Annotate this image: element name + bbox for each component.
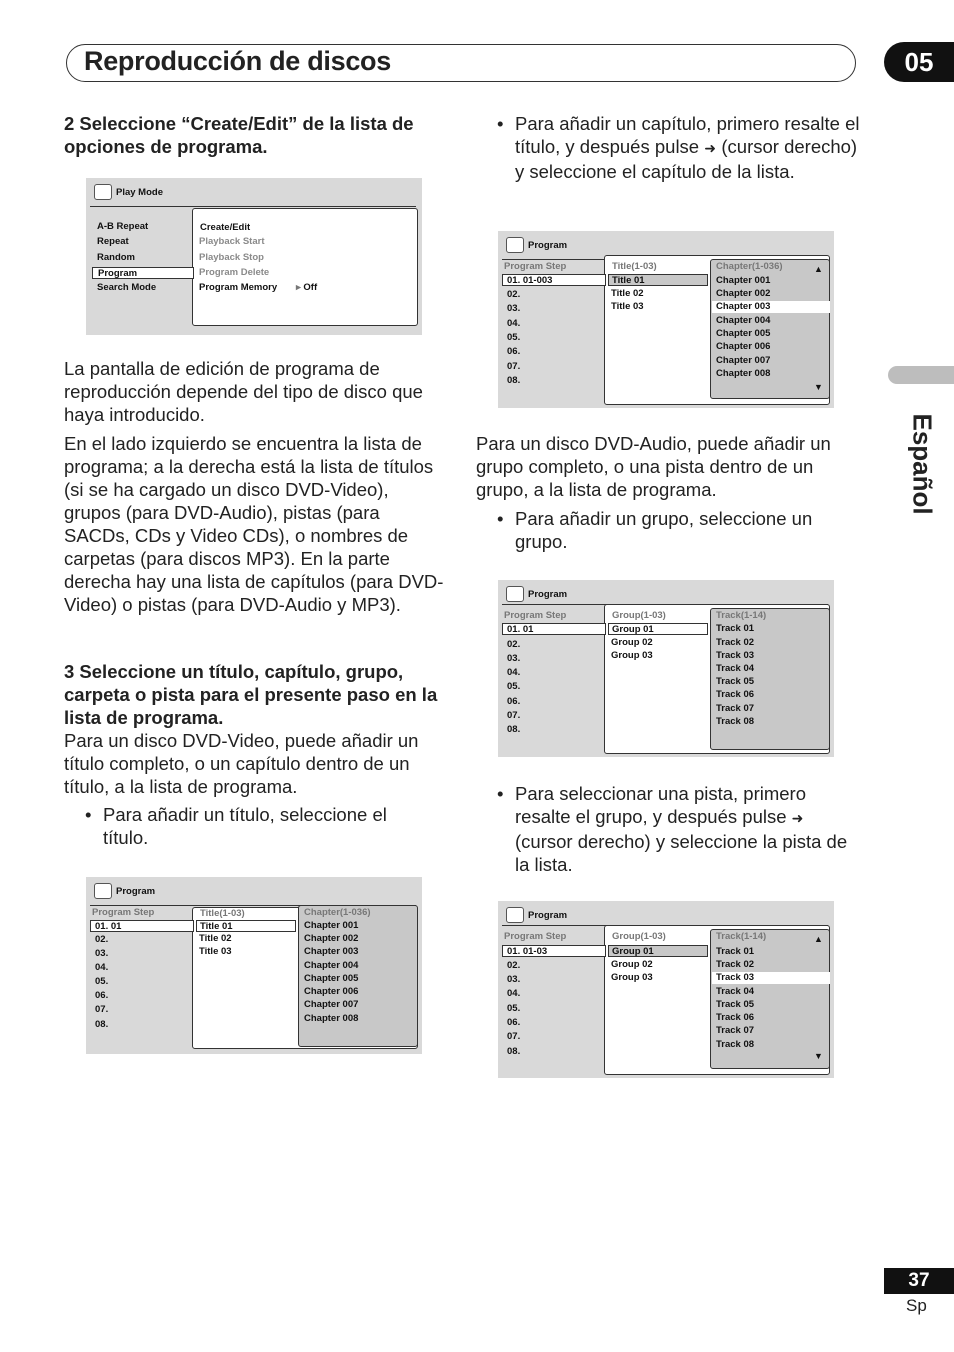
group-item[interactable]: Group 03 (611, 650, 653, 661)
right-list-header: Track(1-14) (716, 610, 767, 621)
track-item[interactable]: Track 01 (716, 946, 755, 957)
chapter-badge: 05 (884, 42, 954, 82)
program-step-row[interactable]: 03. (507, 974, 521, 985)
track-item[interactable]: Track 07 (716, 1025, 755, 1036)
right-arrow-icon: ➜ (791, 810, 804, 826)
track-item[interactable]: Track 03 (712, 972, 830, 984)
screen-program-track (498, 901, 834, 1078)
group-item[interactable]: Group 01 (608, 623, 708, 635)
menu-item-repeat[interactable]: Repeat (97, 236, 129, 247)
paragraph-4: Para un disco DVD-Audio, puede añadir un grupo completo, o una pista dentro de un grupo, a la lista de programa. (476, 433, 831, 500)
chapter-item[interactable]: Chapter 003 (712, 301, 830, 313)
screen-title: Program (506, 237, 567, 255)
chapter-item[interactable]: Chapter 002 (716, 288, 771, 299)
right-arrow-icon: ➜ (704, 140, 716, 156)
chapter-item[interactable]: Chapter 001 (716, 275, 771, 286)
chapter-item[interactable]: Chapter 008 (716, 368, 771, 379)
program-step-row[interactable]: 01. 01-003 (502, 274, 606, 286)
track-item[interactable]: Track 07 (716, 703, 755, 714)
menu-item-ab-repeat[interactable]: A-B Repeat (97, 221, 149, 232)
page-number: 37 (884, 1268, 954, 1294)
right-triangle-icon: ▸ (296, 282, 301, 293)
program-step-row[interactable]: 03. (507, 653, 521, 664)
title-item[interactable]: Title 03 (611, 301, 644, 312)
program-step-row[interactable]: 06. (507, 346, 521, 357)
right-list-header: Chapter(1-036) (716, 261, 783, 272)
program-step-row[interactable]: 02. (95, 934, 109, 945)
mid-list-header: Group(1-03) (612, 931, 666, 942)
paragraph-2: En el lado izquierdo se encuentra la lista de programa; a la derecha está la lista de títulos (si se ha cargado un disco DVD-Video), grupos (para DVD-Audio), pistas (para SACDs, CDs y Video CDs), o nombres de carpetas (para discos MP3). En la parte derecha hay una lista de capítulos (para DVD-Video) o pistas (para DVD-Audio y MP3). (64, 433, 444, 615)
language-tab: Español (907, 413, 938, 515)
program-step-row[interactable]: 03. (507, 303, 521, 314)
disc-icon (506, 907, 524, 923)
program-step-row[interactable]: 06. (507, 696, 521, 707)
track-item[interactable]: Track 08 (716, 716, 755, 727)
program-step-row[interactable]: 04. (507, 318, 521, 329)
program-step-header: Program Step (504, 610, 567, 621)
program-step-row[interactable]: 01. 01 (502, 623, 606, 635)
track-item[interactable]: Track 04 (716, 663, 755, 674)
track-item[interactable]: Track 08 (716, 1039, 755, 1050)
program-step-row[interactable]: 08. (95, 1019, 109, 1030)
paragraph-3: Para un disco DVD-Video, puede añadir un título completo, o un capítulo dentro de un título, a la lista de programa. (64, 730, 419, 797)
program-step-row[interactable]: 04. (507, 667, 521, 678)
track-item[interactable]: Track 04 (716, 986, 755, 997)
chapter-item[interactable]: Chapter 004 (304, 960, 359, 971)
menu-item-program[interactable]: Program (92, 267, 194, 279)
program-step-row[interactable]: 02. (507, 960, 521, 971)
group-item[interactable]: Group 02 (611, 637, 653, 648)
group-item[interactable]: Group 01 (608, 945, 708, 957)
title-item[interactable]: Title 03 (199, 946, 232, 957)
memory-value[interactable]: ▸ Off (296, 282, 318, 293)
title-item[interactable]: Title 02 (611, 288, 644, 299)
chapter-item[interactable]: Chapter 002 (304, 933, 359, 944)
option-playback-stop[interactable]: Playback Stop (199, 252, 264, 263)
program-step-row[interactable]: 01. 01-03 (502, 945, 606, 957)
chapter-item[interactable]: Chapter 003 (304, 946, 359, 957)
page-lang-code: Sp (906, 1296, 927, 1315)
program-step-row[interactable]: 05. (507, 332, 521, 343)
menu-item-search-mode[interactable]: Search Mode (97, 282, 157, 293)
mid-list-header: Title(1-03) (200, 908, 245, 919)
chapter-item[interactable]: Chapter 006 (304, 986, 359, 997)
chapter-item[interactable]: Chapter 001 (304, 920, 359, 931)
chapter-item[interactable]: Chapter 006 (716, 341, 771, 352)
bullet-add-chapter: • Para añadir un capítulo, primero resalte el título, y después pulse ➜ (cursor derecho) y seleccione el capítulo de la lista. (515, 112, 860, 183)
screen-title: Program (94, 883, 155, 901)
chapter-item[interactable]: Chapter 005 (716, 328, 771, 339)
side-tab-marker (888, 366, 954, 384)
scroll-up-icon[interactable]: ▲ (814, 264, 823, 274)
chapter-item[interactable]: Chapter 004 (716, 315, 771, 326)
screen-play-mode (86, 178, 422, 335)
program-step-header: Program Step (92, 907, 155, 918)
program-step-row[interactable]: 05. (507, 681, 521, 692)
program-step-row[interactable]: 02. (507, 639, 521, 650)
track-item[interactable]: Track 05 (716, 676, 755, 687)
option-create-edit[interactable]: Create/Edit (196, 221, 414, 233)
option-program-memory[interactable]: Program Memory (199, 282, 278, 293)
disc-icon (506, 237, 524, 253)
track-item[interactable]: Track 06 (716, 1012, 755, 1023)
track-item[interactable]: Track 05 (716, 999, 755, 1010)
program-step-row[interactable]: 02. (507, 289, 521, 300)
screen-title: Play Mode (94, 184, 163, 202)
scroll-down-icon[interactable]: ▼ (814, 382, 823, 392)
track-item[interactable]: Track 06 (716, 689, 755, 700)
chapter-item[interactable]: Chapter 007 (716, 355, 771, 366)
program-step-row[interactable]: 04. (507, 988, 521, 999)
disc-icon (506, 586, 524, 602)
program-step-row[interactable]: 03. (95, 948, 109, 959)
step-2-heading: 2 Seleccione “Create/Edit” de la lista de opciones de programa. (64, 113, 414, 157)
program-step-row[interactable]: 08. (507, 375, 521, 386)
paragraph-1: La pantalla de edición de programa de reproducción depende del tipo de disco que haya introducido. (64, 358, 423, 425)
scroll-up-icon[interactable]: ▲ (814, 934, 823, 944)
right-list-header: Chapter(1-036) (304, 907, 371, 918)
program-step-row[interactable]: 05. (507, 1003, 521, 1014)
group-item[interactable]: Group 03 (611, 972, 653, 983)
page-title: Reproducción de discos (84, 46, 391, 76)
program-step-row[interactable]: 07. (507, 1031, 521, 1042)
screen-program-title (86, 877, 422, 1054)
disc-icon (94, 184, 112, 200)
screen-program-group (498, 580, 834, 757)
program-step-row[interactable]: 06. (507, 1017, 521, 1028)
program-step-row[interactable]: 08. (507, 1046, 521, 1057)
screen-program-chapter (498, 231, 834, 408)
title-item[interactable]: Title 01 (196, 920, 296, 932)
chapter-item[interactable]: Chapter 008 (304, 1013, 359, 1024)
bullet-select-track: • Para seleccionar una pista, primero resalte el grupo, y después pulse ➜ (cursor derecho) y seleccione la pista de la lista. (515, 782, 860, 876)
program-step-header: Program Step (504, 931, 567, 942)
track-item[interactable]: Track 03 (716, 650, 755, 661)
track-item[interactable]: Track 02 (716, 959, 755, 970)
step-3-heading: 3 Seleccione un título, capítulo, grupo, carpeta o pista para el presente paso en la lista de programa. (64, 661, 438, 728)
option-playback-start[interactable]: Playback Start (199, 236, 265, 247)
program-step-row[interactable]: 08. (507, 724, 521, 735)
track-item[interactable]: Track 01 (716, 623, 755, 634)
option-program-delete[interactable]: Program Delete (199, 267, 270, 278)
program-step-row[interactable]: 04. (95, 962, 109, 973)
chapter-item[interactable]: Chapter 005 (304, 973, 359, 984)
bullet-add-title: • Para añadir un título, seleccione el título. (103, 803, 433, 849)
group-item[interactable]: Group 02 (611, 959, 653, 970)
program-step-header: Program Step (504, 261, 567, 272)
mid-list-header: Title(1-03) (612, 261, 657, 272)
screen-title: Program (506, 586, 567, 604)
menu-item-random[interactable]: Random (97, 252, 135, 263)
title-item[interactable]: Title 01 (608, 274, 708, 286)
program-step-row[interactable]: 07. (507, 361, 521, 372)
track-item[interactable]: Track 02 (716, 637, 755, 648)
title-item[interactable]: Title 02 (199, 933, 232, 944)
program-step-row[interactable]: 05. (95, 976, 109, 987)
screen-title: Program (506, 907, 567, 925)
scroll-down-icon[interactable]: ▼ (814, 1051, 823, 1061)
program-step-row[interactable]: 06. (95, 990, 109, 1001)
program-step-row[interactable]: 07. (507, 710, 521, 721)
mid-list-header: Group(1-03) (612, 610, 666, 621)
disc-icon (94, 883, 112, 899)
program-step-row[interactable]: 07. (95, 1004, 109, 1015)
bullet-add-group: • Para añadir un grupo, seleccione un grupo. (515, 507, 860, 553)
chapter-item[interactable]: Chapter 007 (304, 999, 359, 1010)
right-list-header: Track(1-14) (716, 931, 767, 942)
program-step-row[interactable]: 01. 01 (90, 920, 194, 932)
